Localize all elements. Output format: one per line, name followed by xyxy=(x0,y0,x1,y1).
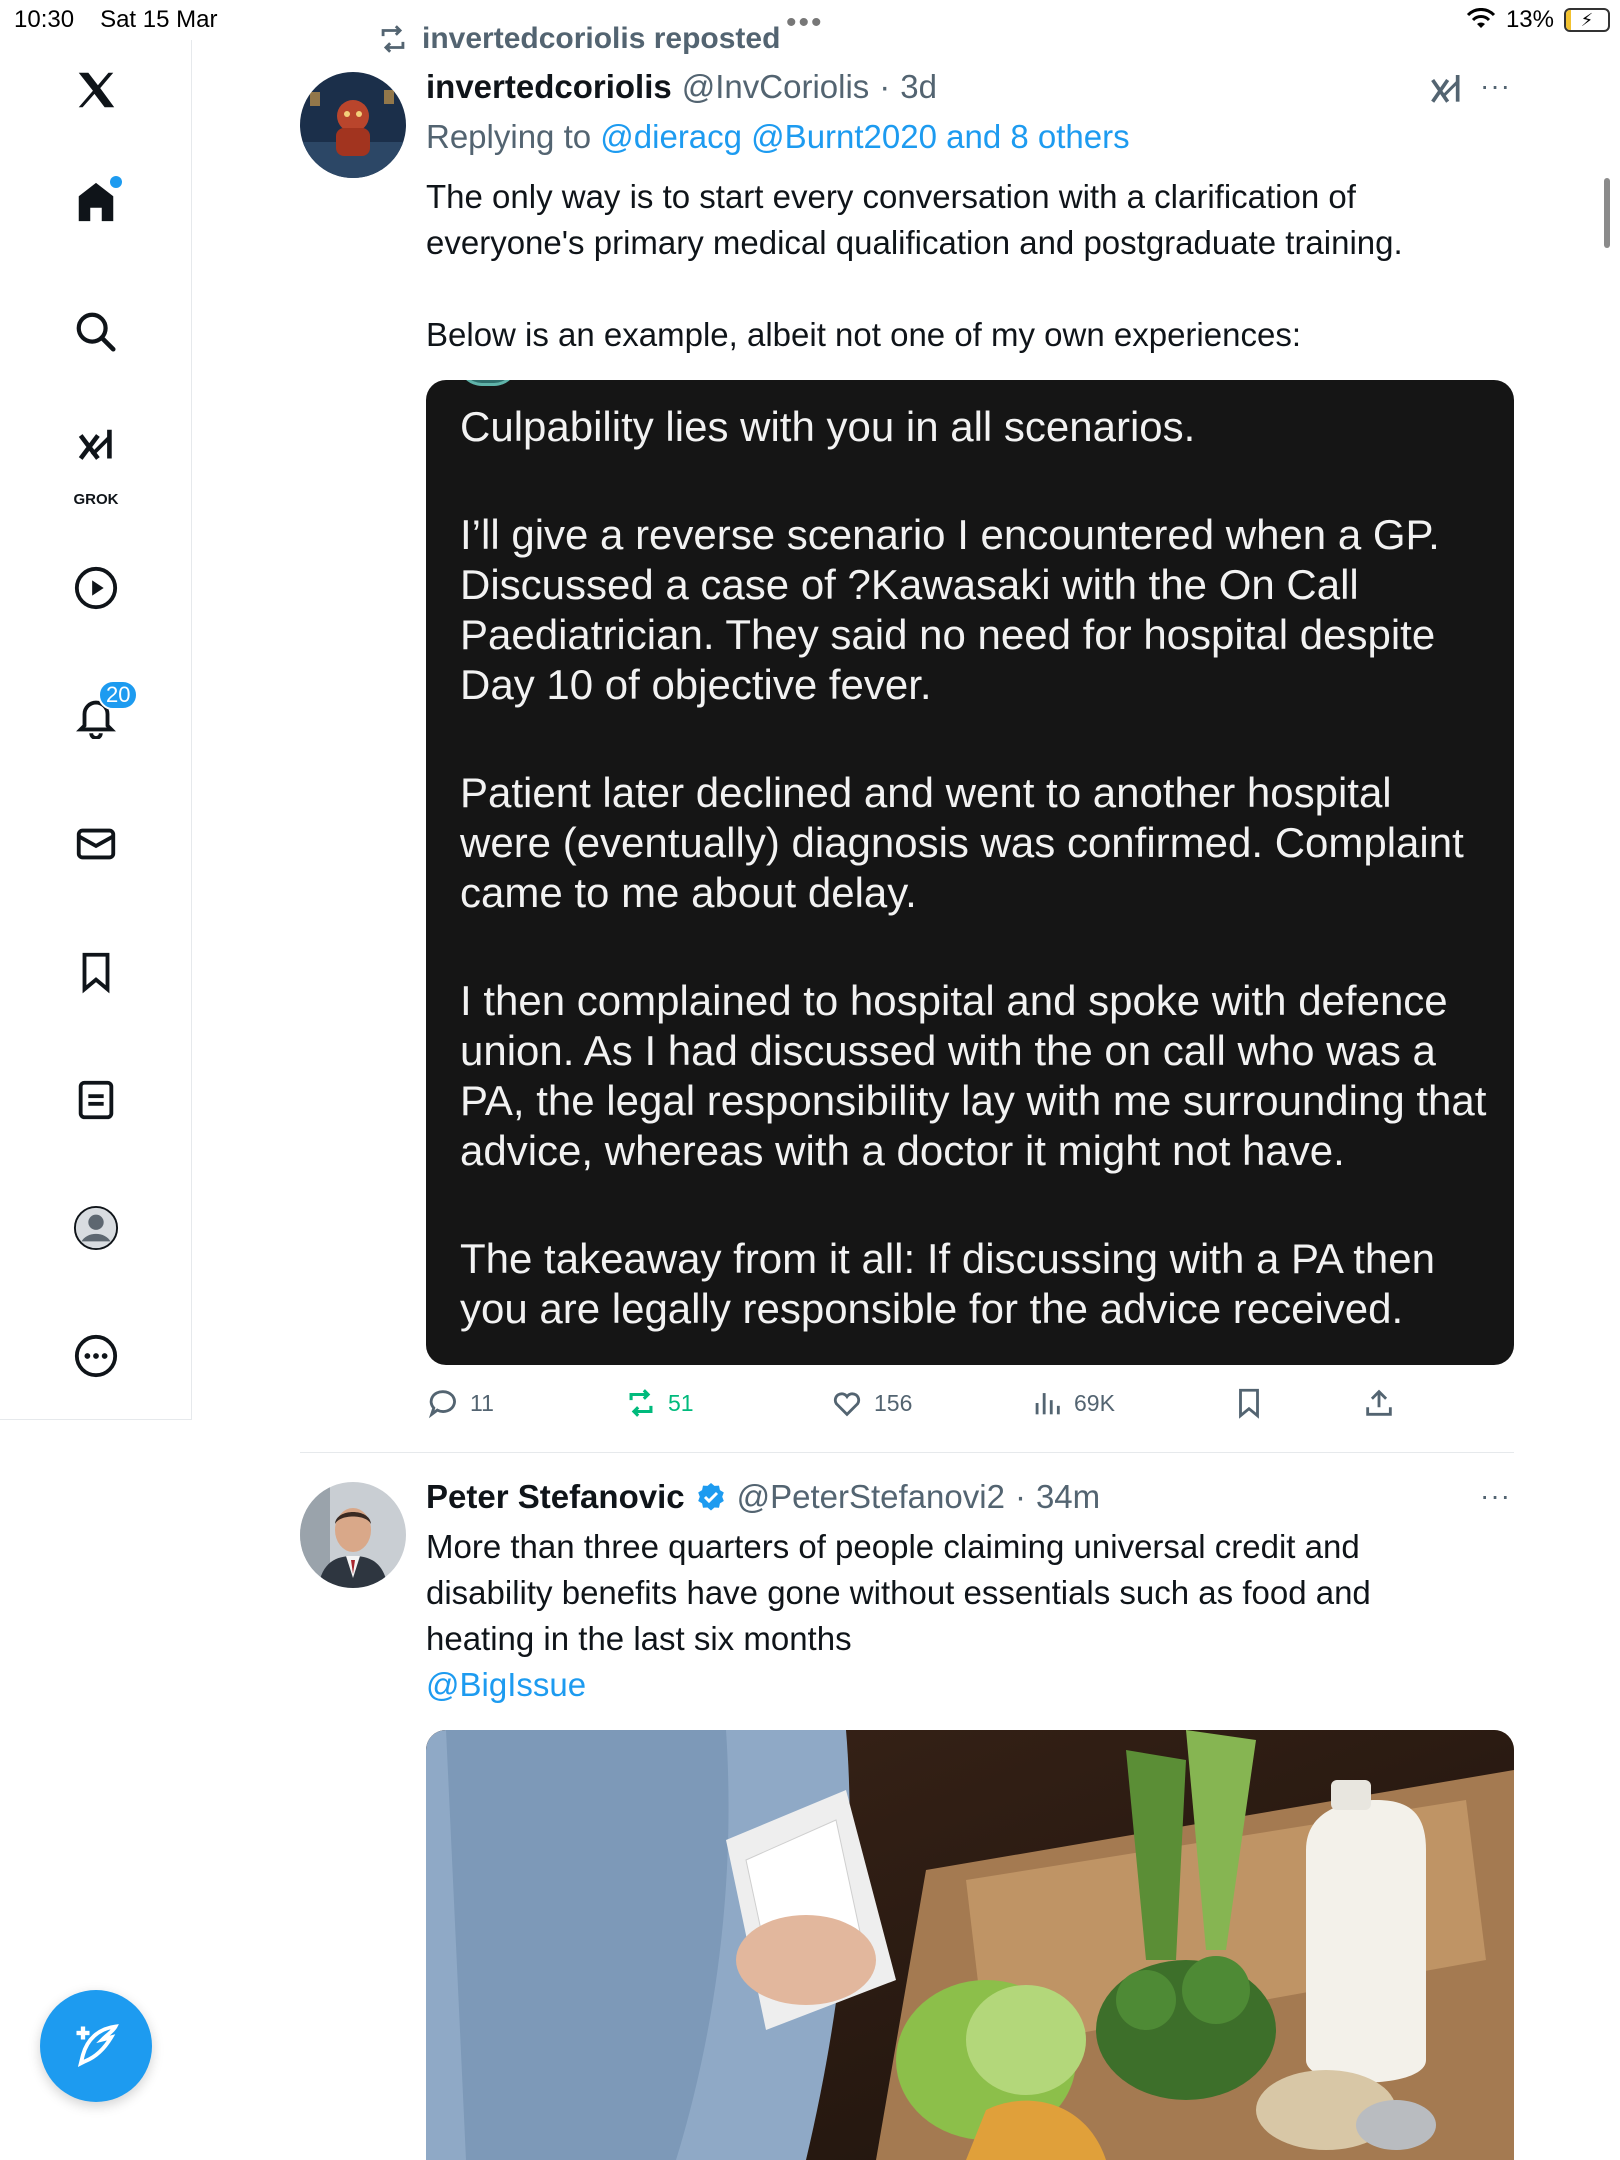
repost-button[interactable] xyxy=(624,1386,694,1420)
reply-button[interactable] xyxy=(426,1386,494,1420)
repost-icon xyxy=(624,1386,658,1420)
tweet1-text-line: The only way is to start every conversation with a clarification of xyxy=(426,178,1356,215)
tweet1-screenshot-card[interactable] xyxy=(426,380,1514,1365)
tweet1-text-line: everyone's primary medical qualification and postgraduate training. xyxy=(426,224,1403,261)
more-circle-icon xyxy=(73,1333,119,1379)
nav-video[interactable] xyxy=(56,548,136,628)
nav-home[interactable] xyxy=(56,162,136,242)
tweet1-display-name[interactable]: invertedcoriolis xyxy=(426,68,672,105)
verified-badge-icon xyxy=(695,1481,727,1513)
x-logo-icon xyxy=(73,67,119,113)
status-date: Sat 15 Mar xyxy=(100,6,218,33)
nav-notifications[interactable] xyxy=(56,676,136,756)
tweet1-handle[interactable]: @InvCoriolis xyxy=(681,68,870,105)
status-bar xyxy=(0,0,1620,40)
cropped-avatar-edge xyxy=(458,380,518,386)
battery-percent: 13% xyxy=(1505,6,1554,33)
tweet2-text-line: More than three quarters of people claiming universal credit and xyxy=(426,1528,1360,1565)
tweet2-avatar-image xyxy=(300,1482,406,1588)
battery-level xyxy=(1566,10,1571,30)
battery-icon xyxy=(1564,8,1610,32)
tweet2-handle[interactable]: @PeterStefanovi2 xyxy=(736,1478,1005,1515)
grok-icon xyxy=(73,424,119,470)
tweet2-text-line: disability benefits have gone without essentials such as food and xyxy=(426,1574,1371,1611)
repost-indicator xyxy=(376,22,780,56)
screenshot-paragraph: I’ll give a reverse scenario I encountered when a GP. Discussed a case of ?Kawasaki with the On Call Paediatrician. They said no need for hospital despite Day 10 of objective fever. xyxy=(460,511,1440,708)
nav-more[interactable] xyxy=(56,1316,136,1396)
tweet1-avatar-image xyxy=(300,72,406,178)
tweet2-more-button[interactable]: ··· xyxy=(1480,1480,1511,1511)
screenshot-paragraph: Patient later declined and went to another hospital were (eventually) diagnosis was confirmed. Complaint came to me about delay. xyxy=(460,769,1464,916)
grok-explain-icon[interactable] xyxy=(1426,70,1466,110)
tweet1-separator: · xyxy=(879,68,891,105)
tweet1-actions xyxy=(426,1386,1506,1426)
play-circle-icon xyxy=(73,565,119,611)
like-count: 156 xyxy=(874,1389,913,1416)
screenshot-paragraph: I then complained to hospital and spoke with defence union. As I had discussed with the on call who was a PA, the legal responsibility lay with me surrounding that advice, whereas with a doctor it might not have. xyxy=(460,977,1487,1174)
nav-search[interactable] xyxy=(56,292,136,372)
replying-prefix: Replying to xyxy=(426,118,592,155)
feed-scrollbar[interactable] xyxy=(1604,178,1610,248)
sidebar xyxy=(0,40,192,1420)
tweet1-time[interactable]: 3d xyxy=(900,68,938,105)
tweet2-text-line: heating in the last six months xyxy=(426,1620,852,1657)
repost-label: invertedcoriolis reposted xyxy=(422,22,781,55)
tweet2-text xyxy=(426,1524,1516,1708)
screenshot-text xyxy=(460,402,1490,1365)
wifi-icon xyxy=(1466,8,1496,32)
multitask-dots[interactable]: ••• xyxy=(786,6,824,39)
home-unread-dot xyxy=(110,176,122,188)
tweet-divider xyxy=(300,1452,1514,1453)
share-button[interactable] xyxy=(1362,1386,1396,1420)
replying-mentions[interactable]: @dieracg @Burnt2020 and 8 others xyxy=(600,118,1130,155)
nav-messages[interactable] xyxy=(56,804,136,884)
views-count: 69K xyxy=(1074,1389,1115,1416)
tweet2-header xyxy=(426,1478,1100,1516)
tweet2-avatar[interactable] xyxy=(300,1482,406,1588)
tweet2-mention-link[interactable]: @BigIssue xyxy=(426,1666,587,1703)
repost-icon xyxy=(376,22,410,56)
reply-count: 11 xyxy=(470,1389,494,1416)
nav-lists[interactable] xyxy=(56,1060,136,1140)
food-box-photo xyxy=(426,1730,1514,2160)
share-upload-icon xyxy=(1362,1386,1396,1420)
like-button[interactable] xyxy=(830,1386,912,1420)
tweet1-text xyxy=(426,174,1516,358)
repost-count: 51 xyxy=(668,1389,694,1416)
status-time: 10:30 xyxy=(14,6,75,33)
search-icon xyxy=(73,309,119,355)
tweet1-more-button[interactable]: ··· xyxy=(1480,70,1511,101)
heart-icon xyxy=(830,1386,864,1420)
nav-bookmarks[interactable] xyxy=(56,932,136,1012)
tweet2-display-name[interactable]: Peter Stefanovic xyxy=(426,1478,685,1515)
tweet1-avatar[interactable] xyxy=(300,72,406,178)
nav-grok[interactable] xyxy=(56,418,136,518)
bookmark-icon xyxy=(1232,1386,1266,1420)
notification-count-badge: 20 xyxy=(98,680,138,710)
envelope-icon xyxy=(73,821,119,867)
bookmark-button[interactable] xyxy=(1232,1386,1266,1420)
tweet2-media-image[interactable] xyxy=(426,1730,1514,2160)
x-logo-link[interactable] xyxy=(56,50,136,130)
tweet1-header xyxy=(426,68,937,106)
views-bar-chart-icon xyxy=(1030,1386,1064,1420)
reply-icon xyxy=(426,1386,460,1420)
profile-avatar-icon xyxy=(73,1205,119,1251)
compose-feather-icon xyxy=(70,2020,122,2072)
tweet2-separator: · xyxy=(1014,1478,1026,1515)
compose-post-button[interactable] xyxy=(40,1990,152,2102)
views-button[interactable] xyxy=(1030,1386,1115,1420)
screenshot-paragraph: Culpability lies with you in all scenarios. xyxy=(460,403,1196,450)
grok-label: GROK xyxy=(73,491,119,508)
tweet1-text-line: Below is an example, albeit not one of my own experiences: xyxy=(426,316,1301,353)
tweet1-replying-to xyxy=(426,118,1130,156)
tweet2-time[interactable]: 34m xyxy=(1035,1478,1101,1515)
list-icon xyxy=(73,1077,119,1123)
bookmark-icon xyxy=(73,949,119,995)
screenshot-paragraph: The takeaway from it all: If discussing with a PA then you are legally responsible for the advice received. xyxy=(460,1235,1436,1332)
nav-profile[interactable] xyxy=(56,1188,136,1268)
charging-icon: ⚡ xyxy=(1580,10,1594,30)
